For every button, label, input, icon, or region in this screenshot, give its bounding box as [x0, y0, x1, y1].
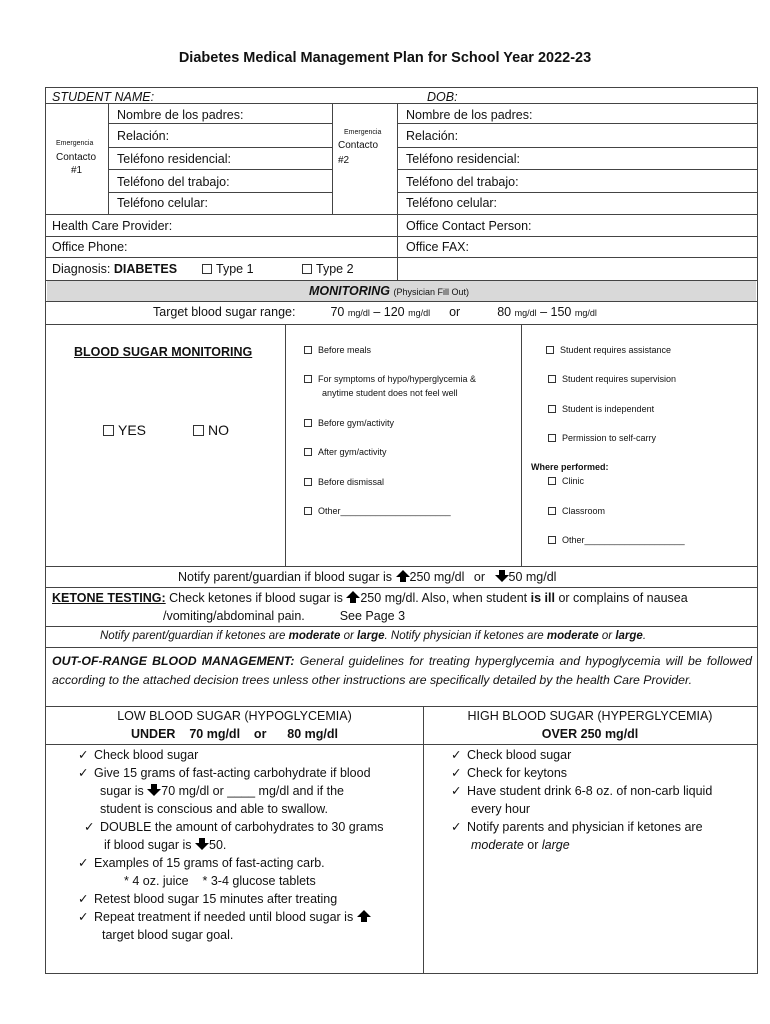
arrow-down-icon — [147, 784, 161, 796]
office-phone-label: Office Phone: — [52, 240, 128, 254]
where-performed-label: Where performed: — [531, 462, 609, 472]
low-sub: UNDER 70 mg/dl or 80 mg/dl — [131, 727, 338, 741]
check-icon: ✓ — [451, 748, 462, 762]
contact1-home-phone: Teléfono residencial: — [117, 152, 231, 166]
blood-sugar-monitoring-label: BLOOD SUGAR MONITORING — [74, 345, 253, 359]
when-before-meals[interactable]: Before meals — [304, 345, 371, 355]
contact1-emergencia: Emergencia — [56, 140, 94, 147]
contact2-work-phone: Teléfono del trabajo: — [406, 175, 519, 189]
check-icon: ✓ — [78, 766, 89, 780]
high-item-1: ✓ Check blood sugar — [451, 748, 572, 762]
permission-self-carry[interactable]: Permission to self-carry — [548, 433, 656, 443]
contact2-parent-name: Nombre de los padres: — [406, 108, 533, 122]
contact1-contacto: Contacto — [56, 152, 97, 163]
low-item-4: ✓ Examples of 15 grams of fast-acting carb. — [78, 856, 325, 870]
when-other[interactable]: Other______________________ — [304, 506, 451, 516]
target-range-row: Target blood sugar range: 70 mg/dl – 120 mg/dl or 80 mg/dl – 150 mg/dl — [153, 305, 597, 319]
no-option[interactable]: NO — [193, 422, 229, 438]
where-other[interactable]: Other____________________ — [548, 535, 685, 545]
diagnosis-label: Diagnosis: — [52, 262, 111, 276]
contact1-parent-name: Nombre de los padres: — [117, 108, 244, 122]
where-classroom[interactable]: Classroom — [548, 506, 605, 516]
high-header: HIGH BLOOD SUGAR (HYPERGLYCEMIA) — [467, 709, 713, 723]
out-of-range-text: OUT-OF-RANGE BLOOD MANAGEMENT: General guidelines for treating hyperglycemia and hypoglycemia will be followed according to the attached decision trees unless other instructions are specifically detailed by the health Care Provider. — [52, 654, 752, 687]
arrow-up-icon — [396, 570, 410, 582]
check-icon: ✓ — [78, 856, 89, 870]
management-plan-form — [45, 87, 758, 974]
low-item-5: ✓ Retest blood sugar 15 minutes after treating — [78, 892, 338, 906]
check-icon: ✓ — [451, 820, 462, 834]
student-requires-assistance[interactable]: Student requires assistance — [546, 345, 671, 355]
ketone-notify: Notify parent/guardian if ketones are moderate or large. Notify physician if ketones are moderate or large. — [100, 630, 647, 642]
ketone-label: KETONE TESTING: — [52, 591, 166, 605]
check-icon: ✓ — [451, 766, 462, 780]
office-contact-label: Office Contact Person: — [406, 219, 532, 233]
low-list: ✓ Check blood sugar ✓ Give 15 grams of fast-acting carbohydrate if blood sugar is 70 mg/dl or ____ mg/dl and if the student is conscious and able to swallow. ✓ DOUBLE the amount of carbohydrates to 30 grams if blood sugar is 50. ✓ Examples of 15 grams of fast-acting carb. * 4 oz. juice * 3-4 glucose tablets ✓ Retest blood sugar 15 minutes after treating ✓ Repeat treatment if needed until blood sugar is target blood sugar goal. — [78, 746, 418, 944]
contact2-relation: Relación: — [406, 129, 459, 143]
no-checkbox[interactable] — [193, 425, 204, 436]
health-care-provider-label: Health Care Provider: — [52, 219, 173, 233]
contact1-relation: Relación: — [117, 129, 170, 143]
check-icon: ✓ — [78, 892, 89, 906]
type2-checkbox[interactable] — [302, 264, 312, 274]
student-is-independent[interactable]: Student is independent — [548, 404, 654, 414]
arrow-down-icon — [495, 570, 509, 582]
check-icon: ✓ — [78, 910, 89, 924]
type2-option[interactable]: Type 2 — [302, 262, 354, 276]
ketone-row-2: /vomiting/abdominal pain. See Page 3 — [163, 609, 406, 623]
contact2-num: #2 — [338, 155, 350, 166]
when-before-gym[interactable]: Before gym/activity — [304, 418, 394, 428]
office-fax-label: Office FAX: — [406, 240, 469, 254]
low-item-1: ✓ Check blood sugar — [78, 748, 199, 762]
arrow-down-icon — [195, 838, 209, 850]
arrow-up-icon — [346, 591, 360, 603]
low-item-2: ✓ Give 15 grams of fast-acting carbohydrate if blood — [78, 766, 371, 780]
check-icon: ✓ — [84, 820, 95, 834]
check-icon: ✓ — [78, 748, 89, 762]
yes-checkbox[interactable] — [103, 425, 114, 436]
contact2-contacto: Contacto — [338, 140, 379, 151]
diagnosis-value: DIABETES — [113, 262, 178, 276]
high-item-4: ✓ Notify parents and physician if ketones are — [451, 820, 703, 834]
student-requires-supervision[interactable]: Student requires supervision — [548, 374, 676, 384]
yes-option[interactable]: YES — [103, 422, 146, 438]
when-symptoms[interactable]: For symptoms of hypo/hyperglycemia & — [304, 374, 476, 384]
student-name-label: STUDENT NAME: — [52, 90, 155, 104]
low-header: LOW BLOOD SUGAR (HYPOGLYCEMIA) — [117, 709, 352, 723]
high-list: ✓ Check blood sugar ✓ Check for keytons ✓ Have student drink 6-8 oz. of non-carb liquid every hour ✓ Notify parents and physician if ketones are moderate or large — [451, 746, 756, 854]
when-after-gym[interactable]: After gym/activity — [304, 447, 387, 457]
contact2-emergencia: Emergencia — [344, 129, 382, 136]
contact1-cell-phone: Teléfono celular: — [117, 196, 209, 210]
contact1-num: #1 — [71, 165, 83, 176]
contact2-cell-phone: Teléfono celular: — [406, 196, 498, 210]
when-symptoms-cont: anytime student does not feel well — [322, 388, 458, 398]
dob-label: DOB: — [427, 90, 458, 104]
low-item-6: ✓ Repeat treatment if needed until blood sugar is — [78, 908, 418, 926]
type1-option[interactable]: Type 1 — [202, 262, 254, 276]
monitoring-header: MONITORING (Physician Fill Out) — [309, 284, 470, 298]
ketone-row: KETONE TESTING: Check ketones if blood sugar is 250 mg/dl. Also, when student is ill or complains of nausea — [52, 591, 688, 605]
when-before-dismissal[interactable]: Before dismissal — [304, 477, 384, 487]
high-item-3: ✓ Have student drink 6-8 oz. of non-carb liquid — [451, 784, 713, 798]
contact2-home-phone: Teléfono residencial: — [406, 152, 520, 166]
check-icon: ✓ — [451, 784, 462, 798]
arrow-up-icon — [357, 910, 371, 922]
where-clinic[interactable]: Clinic — [548, 476, 584, 486]
notify-row: Notify parent/guardian if blood sugar is 250 mg/dl or 50 mg/dl — [178, 570, 557, 584]
page-title: Diabetes Medical Management Plan for School Year 2022-23 — [178, 50, 592, 66]
target-range-label: Target blood sugar range: — [153, 305, 296, 319]
high-sub: OVER 250 mg/dl — [541, 727, 639, 741]
contact1-work-phone: Teléfono del trabajo: — [117, 175, 230, 189]
high-item-2: ✓ Check for keytons — [451, 766, 568, 780]
type1-checkbox[interactable] — [202, 264, 212, 274]
diagnosis-row — [52, 262, 177, 276]
low-item-3: ✓ DOUBLE the amount of carbohydrates to 30 grams — [84, 820, 384, 834]
